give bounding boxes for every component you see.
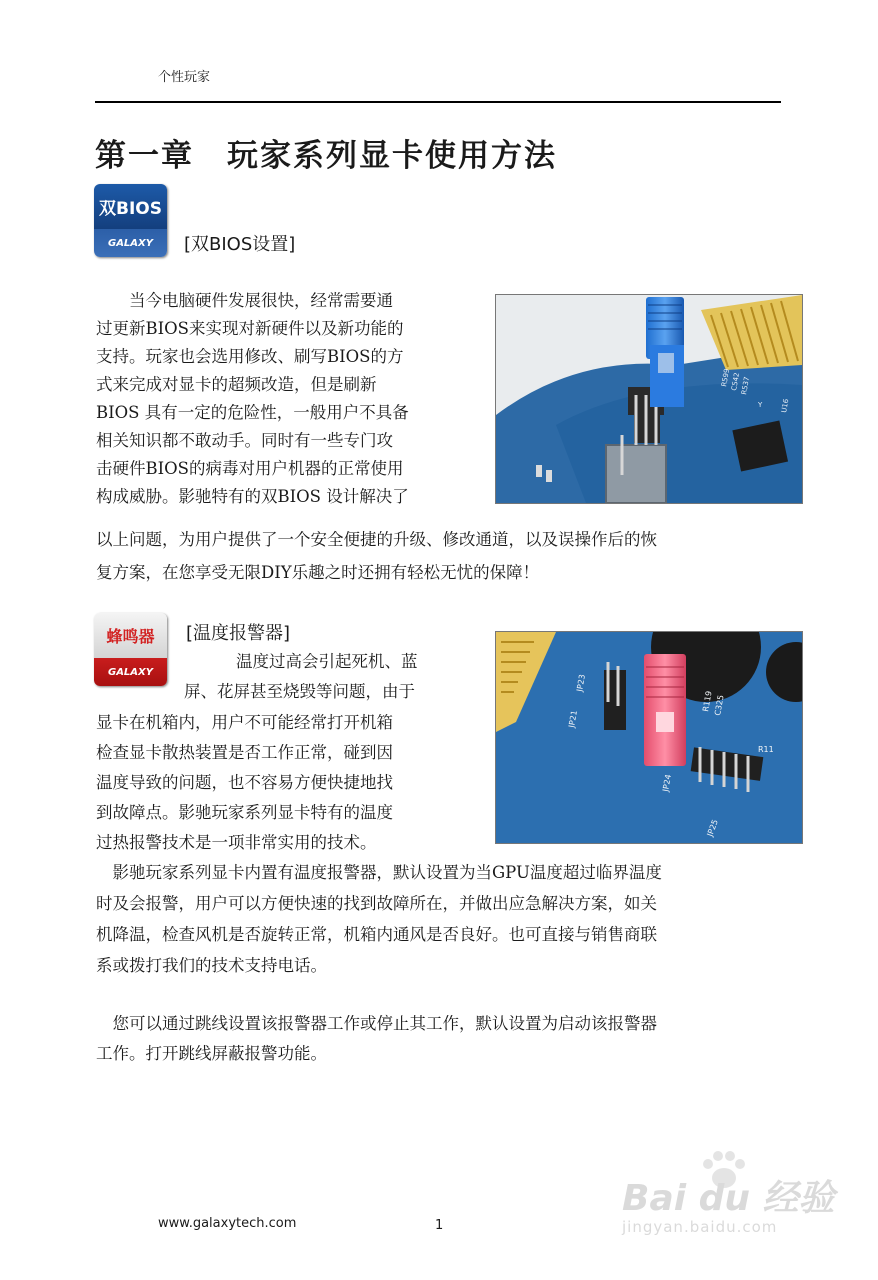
dual-bios-line: BIOS 具有一定的危险性，一般用户不具备 xyxy=(96,403,409,422)
buzzer-line: 屏、花屏甚至烧毁等问题，由于 xyxy=(184,682,415,701)
baidu-watermark xyxy=(612,1150,835,1240)
silk-r537: R537 xyxy=(740,376,752,396)
dual-bios-line: 相关知识都不敢动手。同时有一些专门攻 xyxy=(96,431,393,450)
buzzer-badge-logo: GALAXY xyxy=(94,658,167,686)
footer-page-number: 1 xyxy=(435,1218,444,1233)
buzzer-jumper-photo xyxy=(495,631,803,844)
silk-jp25: JP25 xyxy=(705,818,720,838)
dual-bios-section-label: [双BIOS设置] xyxy=(184,234,296,255)
dual-bios-badge-logo: GALAXY xyxy=(94,229,167,257)
buzzer-badge xyxy=(94,613,167,686)
buzzer-line: 检查显卡散热装置是否工作正常，碰到因 xyxy=(96,743,393,762)
buzzer-line: 温度导致的问题，也不容易方便快捷地找 xyxy=(96,773,393,792)
silk-jp24: JP24 xyxy=(661,773,673,793)
silk-c542: C542 xyxy=(730,371,742,392)
silk-jp23: JP23 xyxy=(575,673,587,693)
dual-bios-line: 构成威胁。影驰特有的双BIOS 设计解决了 xyxy=(96,487,409,506)
footer-url: www.galaxytech.com xyxy=(158,1216,297,1231)
silk-r599: R599 xyxy=(720,368,732,388)
silk-r119: R119 xyxy=(701,690,714,713)
dual-bios-line: 复方案，在您享受无限DIY乐趣之时还拥有轻松无忧的保障！ xyxy=(96,563,540,582)
dual-bios-jumper-image xyxy=(496,295,802,503)
buzzer-line: 工作。打开跳线屏蔽报警功能。 xyxy=(96,1044,327,1063)
buzzer-line: 过热报警技术是一项非常实用的技术。 xyxy=(96,833,377,852)
dual-bios-jumper-photo xyxy=(495,294,803,504)
buzzer-badge-title: 蜂鸣器 xyxy=(94,613,167,658)
dual-bios-line: 当今电脑硬件发展很快，经常需要通 xyxy=(96,291,393,310)
buzzer-line: 影驰玩家系列显卡内置有温度报警器，默认设置为当GPU温度超过临界温度 xyxy=(96,863,662,882)
silk-c325: C325 xyxy=(713,694,726,717)
dual-bios-line: 过更新BIOS来实现对新硬件以及新功能的 xyxy=(96,319,404,338)
dual-bios-line: 击硬件BIOS的病毒对用户机器的正常使用 xyxy=(96,459,404,478)
chapter-title: 第一章 玩家系列显卡使用方法 xyxy=(95,138,557,174)
buzzer-line: 机降温，检查风机是否旋转正常，机箱内通风是否良好。也可直接与销售商联 xyxy=(96,925,657,944)
dual-bios-line: 式来完成对显卡的超频改造，但是刷新 xyxy=(96,375,377,394)
silk-jp21: JP21 xyxy=(567,709,579,729)
dual-bios-badge-title: 双BIOS xyxy=(94,184,167,229)
buzzer-section-label: [温度报警器] xyxy=(186,623,291,644)
dual-bios-line: 以上问题，为用户提供了一个安全便捷的升级、修改通道，以及误操作后的恢 xyxy=(96,530,657,549)
buzzer-line: 系或拨打我们的技术支持电话。 xyxy=(96,956,327,975)
silk-y: Y xyxy=(758,401,763,409)
buzzer-line: 显卡在机箱内，用户不可能经常打开机箱 xyxy=(96,713,393,732)
buzzer-line: 时及会报警，用户可以方便快速的找到故障所在，并做出应急解决方案，如关 xyxy=(96,894,657,913)
header-rule xyxy=(95,101,781,103)
watermark-brand: Bai du 经验 xyxy=(622,1178,835,1219)
dual-bios-badge xyxy=(94,184,167,257)
silk-r11: R11 xyxy=(758,745,774,754)
silk-u16: U16 xyxy=(780,398,791,414)
buzzer-line: 温度过高会引起死机、蓝 xyxy=(236,652,418,671)
buzzer-line: 您可以通过跳线设置该报警器工作或停止其工作，默认设置为启动该报警器 xyxy=(96,1014,657,1033)
dual-bios-line: 支持。玩家也会选用修改、刷写BIOS的方 xyxy=(96,347,404,366)
watermark-url: jingyan.baidu.com xyxy=(622,1218,778,1236)
buzzer-line: 到故障点。影驰玩家系列显卡特有的温度 xyxy=(96,803,393,822)
buzzer-jumper-image xyxy=(496,632,802,843)
header-section-title: 个性玩家 xyxy=(158,70,211,85)
